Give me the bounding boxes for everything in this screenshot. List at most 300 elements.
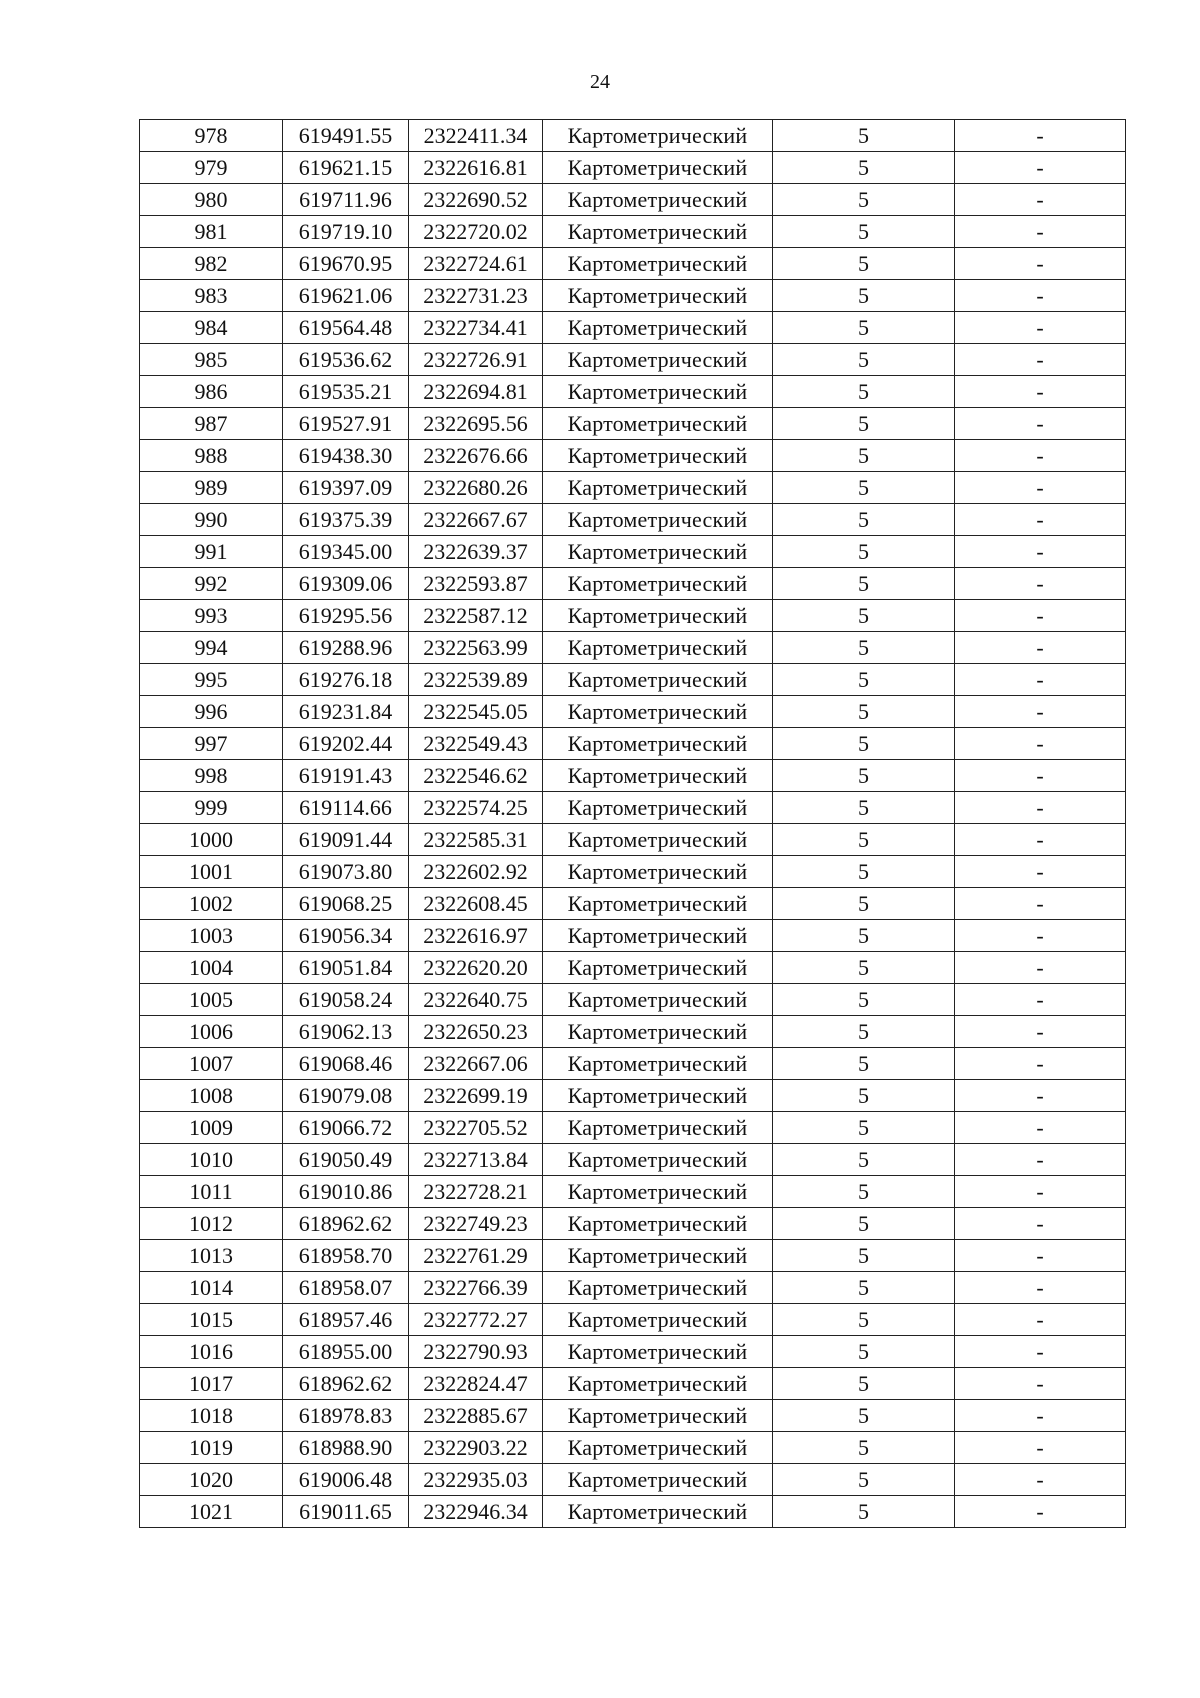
- method-cell: Картометрический: [543, 1176, 773, 1208]
- point-number-cell: 1011: [140, 1176, 283, 1208]
- point-number-cell: 1020: [140, 1464, 283, 1496]
- y-coordinate-cell: 2322549.43: [409, 728, 543, 760]
- table-row: [140, 1048, 1126, 1080]
- description-cell: -: [955, 920, 1126, 952]
- table-row: [140, 1016, 1126, 1048]
- x-coordinate-cell: 619066.72: [283, 1112, 409, 1144]
- description-cell: -: [955, 856, 1126, 888]
- description-cell: -: [955, 1464, 1126, 1496]
- point-number-cell: 1015: [140, 1304, 283, 1336]
- x-coordinate-cell: 619068.25: [283, 888, 409, 920]
- method-cell: Картометрический: [543, 632, 773, 664]
- point-number-cell: 1021: [140, 1496, 283, 1528]
- accuracy-cell: 5: [773, 440, 955, 472]
- accuracy-cell: 5: [773, 1464, 955, 1496]
- table-row: [140, 1432, 1126, 1464]
- x-coordinate-cell: 619079.08: [283, 1080, 409, 1112]
- method-cell: Картометрический: [543, 344, 773, 376]
- point-number-cell: 1007: [140, 1048, 283, 1080]
- accuracy-cell: 5: [773, 792, 955, 824]
- y-coordinate-cell: 2322574.25: [409, 792, 543, 824]
- y-coordinate-cell: 2322640.75: [409, 984, 543, 1016]
- x-coordinate-cell: 619309.06: [283, 568, 409, 600]
- method-cell: Картометрический: [543, 536, 773, 568]
- description-cell: -: [955, 408, 1126, 440]
- method-cell: Картометрический: [543, 728, 773, 760]
- table-row: [140, 1464, 1126, 1496]
- method-cell: Картометрический: [543, 888, 773, 920]
- x-coordinate-cell: 619276.18: [283, 664, 409, 696]
- method-cell: Картометрический: [543, 1240, 773, 1272]
- table-row: [140, 1272, 1126, 1304]
- description-cell: -: [955, 1400, 1126, 1432]
- x-coordinate-cell: 619295.56: [283, 600, 409, 632]
- y-coordinate-cell: 2322699.19: [409, 1080, 543, 1112]
- description-cell: -: [955, 952, 1126, 984]
- table-row: [140, 1240, 1126, 1272]
- y-coordinate-cell: 2322620.20: [409, 952, 543, 984]
- x-coordinate-cell: 619345.00: [283, 536, 409, 568]
- x-coordinate-cell: 619011.65: [283, 1496, 409, 1528]
- accuracy-cell: 5: [773, 472, 955, 504]
- method-cell: Картометрический: [543, 1112, 773, 1144]
- accuracy-cell: 5: [773, 536, 955, 568]
- method-cell: Картометрический: [543, 1272, 773, 1304]
- point-number-cell: 989: [140, 472, 283, 504]
- y-coordinate-cell: 2322650.23: [409, 1016, 543, 1048]
- method-cell: Картометрический: [543, 760, 773, 792]
- point-number-cell: 995: [140, 664, 283, 696]
- table-row: [140, 472, 1126, 504]
- x-coordinate-cell: 618958.70: [283, 1240, 409, 1272]
- method-cell: Картометрический: [543, 1208, 773, 1240]
- point-number-cell: 991: [140, 536, 283, 568]
- accuracy-cell: 5: [773, 888, 955, 920]
- description-cell: -: [955, 824, 1126, 856]
- y-coordinate-cell: 2322608.45: [409, 888, 543, 920]
- point-number-cell: 1008: [140, 1080, 283, 1112]
- accuracy-cell: 5: [773, 664, 955, 696]
- method-cell: Картометрический: [543, 1144, 773, 1176]
- description-cell: -: [955, 1304, 1126, 1336]
- description-cell: -: [955, 472, 1126, 504]
- y-coordinate-cell: 2322885.67: [409, 1400, 543, 1432]
- x-coordinate-cell: 619058.24: [283, 984, 409, 1016]
- y-coordinate-cell: 2322731.23: [409, 280, 543, 312]
- x-coordinate-cell: 619670.95: [283, 248, 409, 280]
- x-coordinate-cell: 619527.91: [283, 408, 409, 440]
- method-cell: Картометрический: [543, 1496, 773, 1528]
- point-number-cell: 992: [140, 568, 283, 600]
- point-number-cell: 1018: [140, 1400, 283, 1432]
- method-cell: Картометрический: [543, 1432, 773, 1464]
- accuracy-cell: 5: [773, 1208, 955, 1240]
- accuracy-cell: 5: [773, 504, 955, 536]
- accuracy-cell: 5: [773, 1496, 955, 1528]
- table-row: [140, 792, 1126, 824]
- point-number-cell: 993: [140, 600, 283, 632]
- method-cell: Картометрический: [543, 184, 773, 216]
- description-cell: -: [955, 1144, 1126, 1176]
- point-number-cell: 1002: [140, 888, 283, 920]
- method-cell: Картометрический: [543, 280, 773, 312]
- table-row: [140, 1176, 1126, 1208]
- point-number-cell: 1017: [140, 1368, 283, 1400]
- point-number-cell: 1010: [140, 1144, 283, 1176]
- y-coordinate-cell: 2322946.34: [409, 1496, 543, 1528]
- y-coordinate-cell: 2322690.52: [409, 184, 543, 216]
- point-number-cell: 996: [140, 696, 283, 728]
- accuracy-cell: 5: [773, 952, 955, 984]
- accuracy-cell: 5: [773, 1144, 955, 1176]
- table-row: [140, 184, 1126, 216]
- table-row: [140, 856, 1126, 888]
- y-coordinate-cell: 2322790.93: [409, 1336, 543, 1368]
- x-coordinate-cell: 619621.06: [283, 280, 409, 312]
- table-row: [140, 664, 1126, 696]
- y-coordinate-cell: 2322667.67: [409, 504, 543, 536]
- point-number-cell: 978: [140, 120, 283, 152]
- accuracy-cell: 5: [773, 728, 955, 760]
- description-cell: -: [955, 792, 1126, 824]
- y-coordinate-cell: 2322616.97: [409, 920, 543, 952]
- x-coordinate-cell: 619056.34: [283, 920, 409, 952]
- x-coordinate-cell: 619711.96: [283, 184, 409, 216]
- coordinates-table: [139, 119, 1126, 1528]
- y-coordinate-cell: 2322616.81: [409, 152, 543, 184]
- accuracy-cell: 5: [773, 280, 955, 312]
- method-cell: Картометрический: [543, 856, 773, 888]
- description-cell: -: [955, 1176, 1126, 1208]
- y-coordinate-cell: 2322705.52: [409, 1112, 543, 1144]
- method-cell: Картометрический: [543, 1400, 773, 1432]
- method-cell: Картометрический: [543, 216, 773, 248]
- description-cell: -: [955, 536, 1126, 568]
- point-number-cell: 1006: [140, 1016, 283, 1048]
- method-cell: Картометрический: [543, 824, 773, 856]
- x-coordinate-cell: 619191.43: [283, 760, 409, 792]
- method-cell: Картометрический: [543, 376, 773, 408]
- point-number-cell: 987: [140, 408, 283, 440]
- accuracy-cell: 5: [773, 1048, 955, 1080]
- method-cell: Картометрический: [543, 920, 773, 952]
- method-cell: Картометрический: [543, 600, 773, 632]
- table-row: [140, 728, 1126, 760]
- table-row: [140, 1304, 1126, 1336]
- method-cell: Картометрический: [543, 1464, 773, 1496]
- y-coordinate-cell: 2322539.89: [409, 664, 543, 696]
- y-coordinate-cell: 2322593.87: [409, 568, 543, 600]
- x-coordinate-cell: 618988.90: [283, 1432, 409, 1464]
- y-coordinate-cell: 2322680.26: [409, 472, 543, 504]
- accuracy-cell: 5: [773, 312, 955, 344]
- y-coordinate-cell: 2322720.02: [409, 216, 543, 248]
- description-cell: -: [955, 376, 1126, 408]
- accuracy-cell: 5: [773, 1432, 955, 1464]
- description-cell: -: [955, 344, 1126, 376]
- description-cell: -: [955, 696, 1126, 728]
- y-coordinate-cell: 2322734.41: [409, 312, 543, 344]
- method-cell: Картометрический: [543, 440, 773, 472]
- y-coordinate-cell: 2322726.91: [409, 344, 543, 376]
- description-cell: -: [955, 984, 1126, 1016]
- description-cell: -: [955, 1432, 1126, 1464]
- description-cell: -: [955, 1112, 1126, 1144]
- table-row: [140, 440, 1126, 472]
- accuracy-cell: 5: [773, 856, 955, 888]
- point-number-cell: 986: [140, 376, 283, 408]
- description-cell: -: [955, 568, 1126, 600]
- table-row: [140, 568, 1126, 600]
- y-coordinate-cell: 2322639.37: [409, 536, 543, 568]
- method-cell: Картометрический: [543, 1304, 773, 1336]
- description-cell: -: [955, 1080, 1126, 1112]
- description-cell: -: [955, 120, 1126, 152]
- x-coordinate-cell: 618955.00: [283, 1336, 409, 1368]
- x-coordinate-cell: 619068.46: [283, 1048, 409, 1080]
- description-cell: -: [955, 600, 1126, 632]
- point-number-cell: 980: [140, 184, 283, 216]
- table-row: [140, 216, 1126, 248]
- table-row: [140, 120, 1126, 152]
- accuracy-cell: 5: [773, 632, 955, 664]
- point-number-cell: 998: [140, 760, 283, 792]
- description-cell: -: [955, 632, 1126, 664]
- x-coordinate-cell: 619288.96: [283, 632, 409, 664]
- accuracy-cell: 5: [773, 568, 955, 600]
- y-coordinate-cell: 2322903.22: [409, 1432, 543, 1464]
- method-cell: Картометрический: [543, 312, 773, 344]
- method-cell: Картометрический: [543, 248, 773, 280]
- accuracy-cell: 5: [773, 984, 955, 1016]
- x-coordinate-cell: 618957.46: [283, 1304, 409, 1336]
- point-number-cell: 979: [140, 152, 283, 184]
- method-cell: Картометрический: [543, 792, 773, 824]
- point-number-cell: 990: [140, 504, 283, 536]
- method-cell: Картометрический: [543, 1336, 773, 1368]
- y-coordinate-cell: 2322411.34: [409, 120, 543, 152]
- accuracy-cell: 5: [773, 152, 955, 184]
- table-row: [140, 984, 1126, 1016]
- method-cell: Картометрический: [543, 696, 773, 728]
- x-coordinate-cell: 619114.66: [283, 792, 409, 824]
- description-cell: -: [955, 1336, 1126, 1368]
- table-row: [140, 248, 1126, 280]
- accuracy-cell: 5: [773, 1304, 955, 1336]
- x-coordinate-cell: 619375.39: [283, 504, 409, 536]
- y-coordinate-cell: 2322824.47: [409, 1368, 543, 1400]
- y-coordinate-cell: 2322602.92: [409, 856, 543, 888]
- y-coordinate-cell: 2322724.61: [409, 248, 543, 280]
- description-cell: -: [955, 728, 1126, 760]
- point-number-cell: 1004: [140, 952, 283, 984]
- accuracy-cell: 5: [773, 344, 955, 376]
- x-coordinate-cell: 618962.62: [283, 1208, 409, 1240]
- description-cell: -: [955, 1496, 1126, 1528]
- method-cell: Картометрический: [543, 1080, 773, 1112]
- table-row: [140, 1208, 1126, 1240]
- point-number-cell: 1016: [140, 1336, 283, 1368]
- point-number-cell: 982: [140, 248, 283, 280]
- table-row: [140, 632, 1126, 664]
- table-row: [140, 696, 1126, 728]
- description-cell: -: [955, 1368, 1126, 1400]
- point-number-cell: 981: [140, 216, 283, 248]
- description-cell: -: [955, 152, 1126, 184]
- table-row: [140, 376, 1126, 408]
- method-cell: Картометрический: [543, 1368, 773, 1400]
- y-coordinate-cell: 2322563.99: [409, 632, 543, 664]
- x-coordinate-cell: 618978.83: [283, 1400, 409, 1432]
- point-number-cell: 1012: [140, 1208, 283, 1240]
- y-coordinate-cell: 2322546.62: [409, 760, 543, 792]
- y-coordinate-cell: 2322713.84: [409, 1144, 543, 1176]
- accuracy-cell: 5: [773, 824, 955, 856]
- method-cell: Картометрический: [543, 504, 773, 536]
- x-coordinate-cell: 619536.62: [283, 344, 409, 376]
- x-coordinate-cell: 619621.15: [283, 152, 409, 184]
- point-number-cell: 1014: [140, 1272, 283, 1304]
- x-coordinate-cell: 619564.48: [283, 312, 409, 344]
- accuracy-cell: 5: [773, 1016, 955, 1048]
- accuracy-cell: 5: [773, 184, 955, 216]
- table-row: [140, 1496, 1126, 1528]
- point-number-cell: 985: [140, 344, 283, 376]
- x-coordinate-cell: 619006.48: [283, 1464, 409, 1496]
- description-cell: -: [955, 1240, 1126, 1272]
- method-cell: Картометрический: [543, 152, 773, 184]
- accuracy-cell: 5: [773, 376, 955, 408]
- accuracy-cell: 5: [773, 1080, 955, 1112]
- point-number-cell: 997: [140, 728, 283, 760]
- y-coordinate-cell: 2322587.12: [409, 600, 543, 632]
- description-cell: -: [955, 760, 1126, 792]
- x-coordinate-cell: 619397.09: [283, 472, 409, 504]
- y-coordinate-cell: 2322694.81: [409, 376, 543, 408]
- y-coordinate-cell: 2322766.39: [409, 1272, 543, 1304]
- table-row: [140, 760, 1126, 792]
- description-cell: -: [955, 1272, 1126, 1304]
- x-coordinate-cell: 619438.30: [283, 440, 409, 472]
- coordinates-table-body: [140, 120, 1126, 1528]
- method-cell: Картометрический: [543, 472, 773, 504]
- description-cell: -: [955, 888, 1126, 920]
- description-cell: -: [955, 216, 1126, 248]
- x-coordinate-cell: 619073.80: [283, 856, 409, 888]
- table-row: [140, 408, 1126, 440]
- table-row: [140, 952, 1126, 984]
- x-coordinate-cell: 619050.49: [283, 1144, 409, 1176]
- point-number-cell: 1019: [140, 1432, 283, 1464]
- accuracy-cell: 5: [773, 1176, 955, 1208]
- accuracy-cell: 5: [773, 1240, 955, 1272]
- method-cell: Картометрический: [543, 1048, 773, 1080]
- accuracy-cell: 5: [773, 760, 955, 792]
- method-cell: Картометрический: [543, 952, 773, 984]
- accuracy-cell: 5: [773, 216, 955, 248]
- point-number-cell: 999: [140, 792, 283, 824]
- table-row: [140, 344, 1126, 376]
- x-coordinate-cell: 618962.62: [283, 1368, 409, 1400]
- point-number-cell: 1000: [140, 824, 283, 856]
- table-row: [140, 920, 1126, 952]
- description-cell: -: [955, 1208, 1126, 1240]
- y-coordinate-cell: 2322676.66: [409, 440, 543, 472]
- x-coordinate-cell: 618958.07: [283, 1272, 409, 1304]
- table-row: [140, 312, 1126, 344]
- method-cell: Картометрический: [543, 1016, 773, 1048]
- point-number-cell: 1001: [140, 856, 283, 888]
- table-row: [140, 888, 1126, 920]
- point-number-cell: 994: [140, 632, 283, 664]
- point-number-cell: 984: [140, 312, 283, 344]
- y-coordinate-cell: 2322728.21: [409, 1176, 543, 1208]
- table-row: [140, 152, 1126, 184]
- point-number-cell: 1003: [140, 920, 283, 952]
- accuracy-cell: 5: [773, 696, 955, 728]
- table-row: [140, 824, 1126, 856]
- x-coordinate-cell: 619491.55: [283, 120, 409, 152]
- x-coordinate-cell: 619010.86: [283, 1176, 409, 1208]
- accuracy-cell: 5: [773, 1336, 955, 1368]
- method-cell: Картометрический: [543, 664, 773, 696]
- table-row: [140, 600, 1126, 632]
- point-number-cell: 988: [140, 440, 283, 472]
- point-number-cell: 983: [140, 280, 283, 312]
- table-row: [140, 536, 1126, 568]
- description-cell: -: [955, 504, 1126, 536]
- table-row: [140, 1144, 1126, 1176]
- accuracy-cell: 5: [773, 1400, 955, 1432]
- accuracy-cell: 5: [773, 248, 955, 280]
- table-row: [140, 1368, 1126, 1400]
- description-cell: -: [955, 184, 1126, 216]
- y-coordinate-cell: 2322667.06: [409, 1048, 543, 1080]
- x-coordinate-cell: 619535.21: [283, 376, 409, 408]
- table-row: [140, 280, 1126, 312]
- point-number-cell: 1013: [140, 1240, 283, 1272]
- table-row: [140, 1112, 1126, 1144]
- y-coordinate-cell: 2322749.23: [409, 1208, 543, 1240]
- description-cell: -: [955, 440, 1126, 472]
- method-cell: Картометрический: [543, 120, 773, 152]
- method-cell: Картометрический: [543, 568, 773, 600]
- x-coordinate-cell: 619231.84: [283, 696, 409, 728]
- accuracy-cell: 5: [773, 1272, 955, 1304]
- point-number-cell: 1005: [140, 984, 283, 1016]
- description-cell: -: [955, 312, 1126, 344]
- x-coordinate-cell: 619202.44: [283, 728, 409, 760]
- accuracy-cell: 5: [773, 120, 955, 152]
- table-row: [140, 504, 1126, 536]
- table-row: [140, 1336, 1126, 1368]
- y-coordinate-cell: 2322695.56: [409, 408, 543, 440]
- accuracy-cell: 5: [773, 920, 955, 952]
- accuracy-cell: 5: [773, 1368, 955, 1400]
- method-cell: Картометрический: [543, 408, 773, 440]
- y-coordinate-cell: 2322545.05: [409, 696, 543, 728]
- description-cell: -: [955, 1016, 1126, 1048]
- description-cell: -: [955, 664, 1126, 696]
- accuracy-cell: 5: [773, 600, 955, 632]
- x-coordinate-cell: 619091.44: [283, 824, 409, 856]
- description-cell: -: [955, 1048, 1126, 1080]
- x-coordinate-cell: 619719.10: [283, 216, 409, 248]
- description-cell: -: [955, 248, 1126, 280]
- page-number: 24: [590, 71, 610, 93]
- description-cell: -: [955, 280, 1126, 312]
- table-row: [140, 1080, 1126, 1112]
